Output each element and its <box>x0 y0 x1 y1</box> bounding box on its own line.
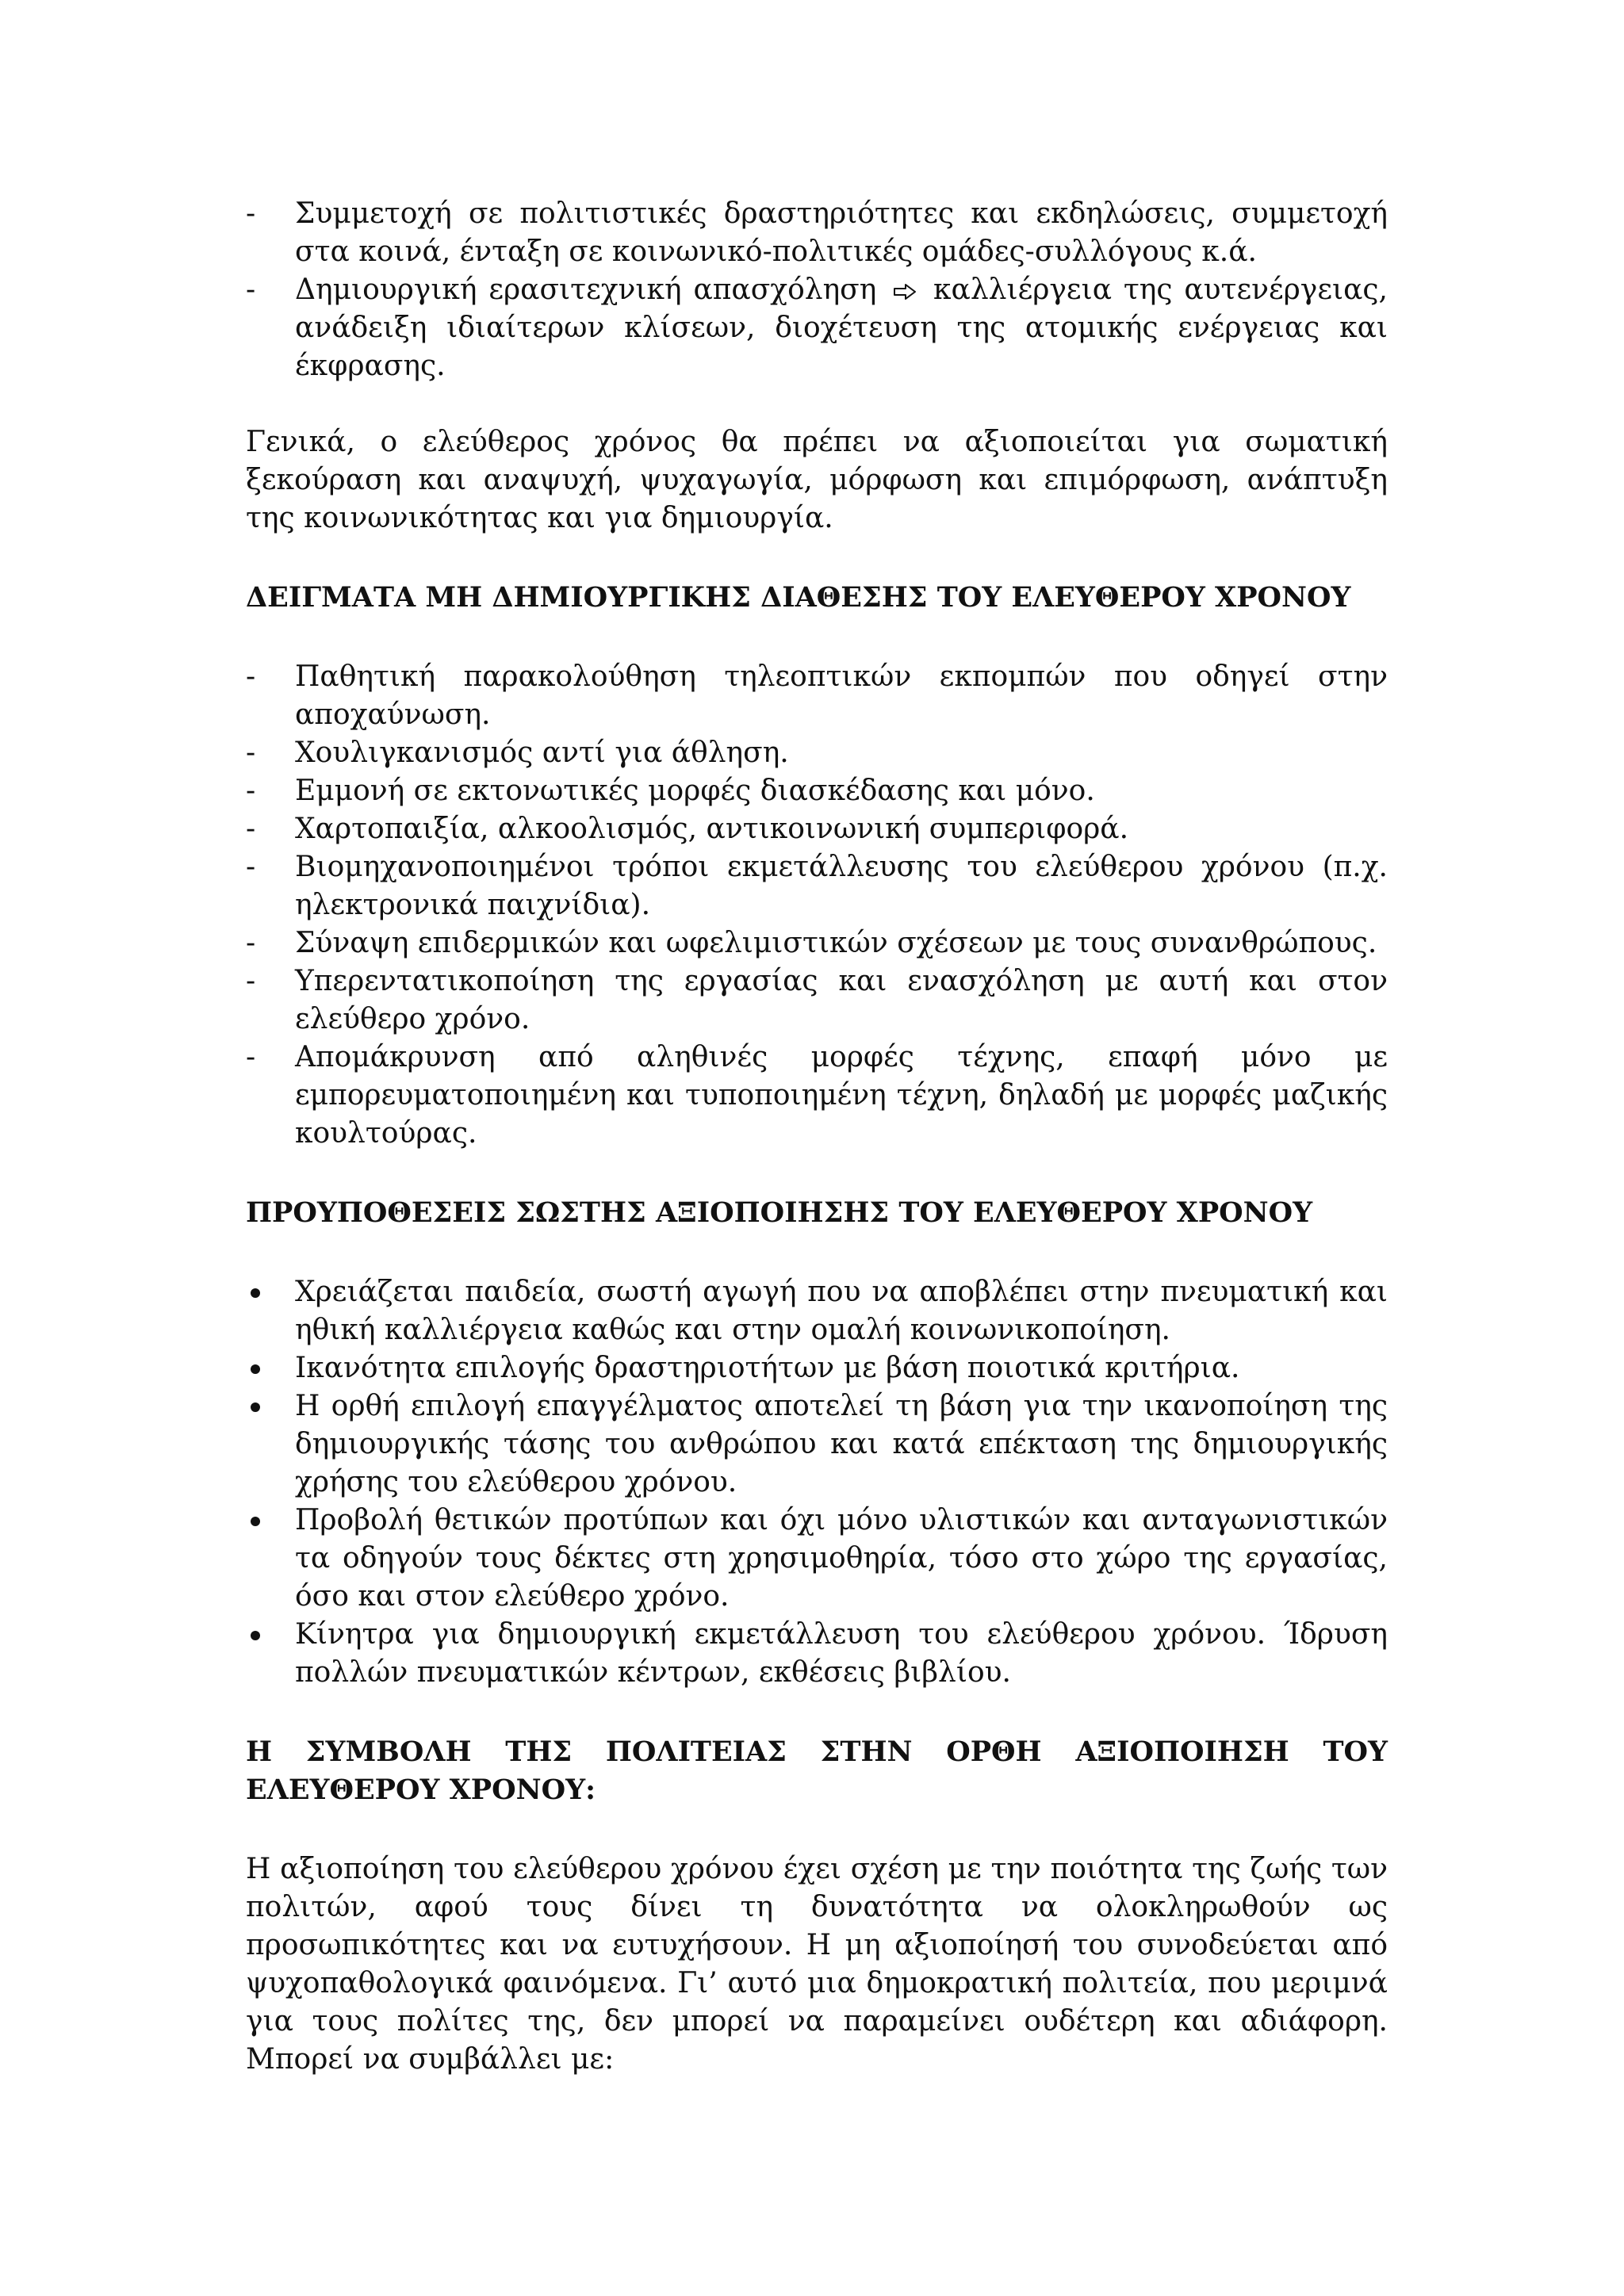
list-item-text: Προβολή θετικών προτύπων και όχι μόνο υλιστικών και ανταγωνιστικών τα οδηγούν τους δέκτες στη χρησιμοθηρία, τόσο στο χώρο της εργασίας, όσο και στον ελεύθερο χρόνο. <box>295 1504 1388 1613</box>
document-page <box>246 195 1388 2079</box>
list-item-text: Απομάκρυνση από αληθινές μορφές τέχνης, επαφή μόνο με εμπορευματοποιημένη και τυποποιημένη τέχνη, δηλαδή με μορφές μαζικής κουλτούρας. <box>295 1041 1388 1150</box>
list-item <box>246 924 1388 962</box>
dash-marker: - <box>246 274 256 306</box>
list-item <box>246 1616 1388 1692</box>
list-item-text: Συμμετοχή σε πολιτιστικές δραστηριότητες και εκδηλώσεις, συμμετοχή στα κοινά, ένταξη σε κοινωνικό-πολιτικές ομάδες-συλλόγους κ.ά. <box>295 197 1388 268</box>
list-item-text: Κίνητρα για δημιουργική εκμετάλλευση του ελεύθερου χρόνου. Ίδρυση πολλών πνευματικών κέντρων, εκθέσεις βιβλίου. <box>295 1618 1388 1689</box>
list-item-text: Χουλιγκανισμός αντί για άθληση. <box>295 737 789 769</box>
section-heading-prerequisites: ΠΡΟΥΠΟΘΕΣΕΙΣ ΣΩΣΤΗΣ ΑΞΙΟΠΟΙΗΣΗΣ ΤΟΥ ΕΛΕΥΘΕΡΟΥ ΧΡΟΝΟΥ <box>246 1196 1313 1229</box>
list-item <box>246 734 1388 772</box>
dash-marker: - <box>246 813 256 845</box>
list-item <box>246 810 1388 848</box>
dash-marker: - <box>246 1041 256 1073</box>
list-item-text: Χαρτοπαιξία, αλκοολισμός, αντικοινωνική συμπεριφορά. <box>295 813 1129 845</box>
list-item-text: Δημιουργική ερασιτεχνική απασχόληση <box>295 274 877 306</box>
list-item <box>246 1273 1388 1349</box>
section-heading-state: Η ΣΥΜΒΟΛΗ ΤΗΣ ΠΟΛΙΤΕΙΑΣ ΣΤΗΝ ΟΡΘΗ ΑΞΙΟΠΟΙΗΣΗ ΤΟΥ ΕΛΕΥΘΕΡΟΥ ΧΡΟΝΟΥ: <box>246 1735 1388 1806</box>
dash-marker: - <box>246 851 256 883</box>
list-item <box>246 772 1388 810</box>
summary-paragraph: Γενικά, ο ελεύθερος χρόνος θα πρέπει να αξιοποιείται για σωματική ξεκούραση και αναψυχή, ψυχαγωγία, μόρφωση και επιμόρφωση, ανάπτυξη της κοινωνικότητας και για δημιουργία. <box>246 426 1388 534</box>
prerequisites-list <box>246 1273 1388 1692</box>
list-item-text: Ικανότητα επιλογής δραστηριοτήτων με βάση ποιοτικά κριτήρια. <box>295 1352 1240 1384</box>
list-item-text: Εμμονή σε εκτονωτικές μορφές διασκέδασης και μόνο. <box>295 775 1095 807</box>
list-item-text: Σύναψη επιδερμικών και ωφελιμιστικών σχέσεων με τους συνανθρώπους. <box>295 927 1377 959</box>
list-item-text: Παθητική παρακολούθηση τηλεοπτικών εκπομπών που οδηγεί στην αποχαύνωση. <box>295 660 1388 731</box>
list-item-text: Βιομηχανοποιημένοι τρόποι εκμετάλλευσης του ελεύθερου χρόνου (π.χ. ηλεκτρονικά παιχνίδια). <box>295 851 1388 921</box>
dash-marker: - <box>246 775 256 807</box>
list-item <box>246 1387 1388 1502</box>
dash-marker: - <box>246 737 256 769</box>
list-item-text: Η ορθή επιλογή επαγγέλματος αποτελεί τη βάση για την ικανοποίηση της δημιουργικής τάσης του ανθρώπου και κατά επέκταση της δημιουργικής χρήσης του ελεύθερου χρόνου. <box>295 1390 1388 1498</box>
dash-marker: - <box>246 927 256 959</box>
bullet-icon <box>251 1517 260 1526</box>
dash-marker: - <box>246 197 256 230</box>
list-item <box>246 848 1388 924</box>
dash-marker: - <box>246 660 256 693</box>
intro-list <box>246 195 1388 385</box>
list-item <box>246 962 1388 1039</box>
bullet-icon <box>251 1364 260 1374</box>
list-item <box>246 1039 1388 1153</box>
dash-marker: - <box>246 965 256 997</box>
state-paragraph: Η αξιοποίηση του ελεύθερου χρόνου έχει σχέση με την ποιότητα της ζωής των πολιτών, αφού τους δίνει τη δυνατότητα να ολοκληρωθούν ως προσωπικότητες και να ευτυχήσουν. Η μη αξιοποίησή του συνοδεύεται από ψυχοπαθολογικά φαινόμενα. Γι’ αυτό μια δημοκρατική πολιτεία, που μεριμνά για τους πολίτες της, δεν μπορεί να παραμείνει ουδέτερη και αδιάφορη. Μπορεί να συμβάλλει με: <box>246 1853 1388 2076</box>
list-item <box>246 195 1388 271</box>
list-item-text: Υπερεντατικοποίηση της εργασίας και ενασχόληση με αυτή και στον ελεύθερο χρόνο. <box>295 965 1388 1035</box>
list-item <box>246 1349 1388 1387</box>
bullet-icon <box>251 1288 260 1298</box>
list-item <box>246 1502 1388 1616</box>
bullet-icon <box>251 1402 260 1412</box>
examples-list <box>246 658 1388 1153</box>
list-item-text: καλλιέργεια της αυτενέργειας, ανάδειξη ιδιαίτερων κλίσεων, διοχέτευση της ατομικής ενέργειας και έκφρασης. <box>295 274 1388 382</box>
section-heading-examples: ΔΕΙΓΜΑΤΑ ΜΗ ΔΗΜΙΟΥΡΓΙΚΗΣ ΔΙΑΘΕΣΗΣ ΤΟΥ ΕΛΕΥΘΕΡΟΥ ΧΡΟΝΟΥ <box>246 581 1351 614</box>
bullet-icon <box>251 1631 260 1640</box>
right-arrow-icon <box>893 283 917 300</box>
list-item <box>246 658 1388 734</box>
list-item-text: Χρειάζεται παιδεία, σωστή αγωγή που να αποβλέπει στην πνευματική και ηθική καλλιέργεια καθώς και στην ομαλή κοινωνικοποίηση. <box>295 1276 1388 1346</box>
list-item <box>246 271 1388 385</box>
